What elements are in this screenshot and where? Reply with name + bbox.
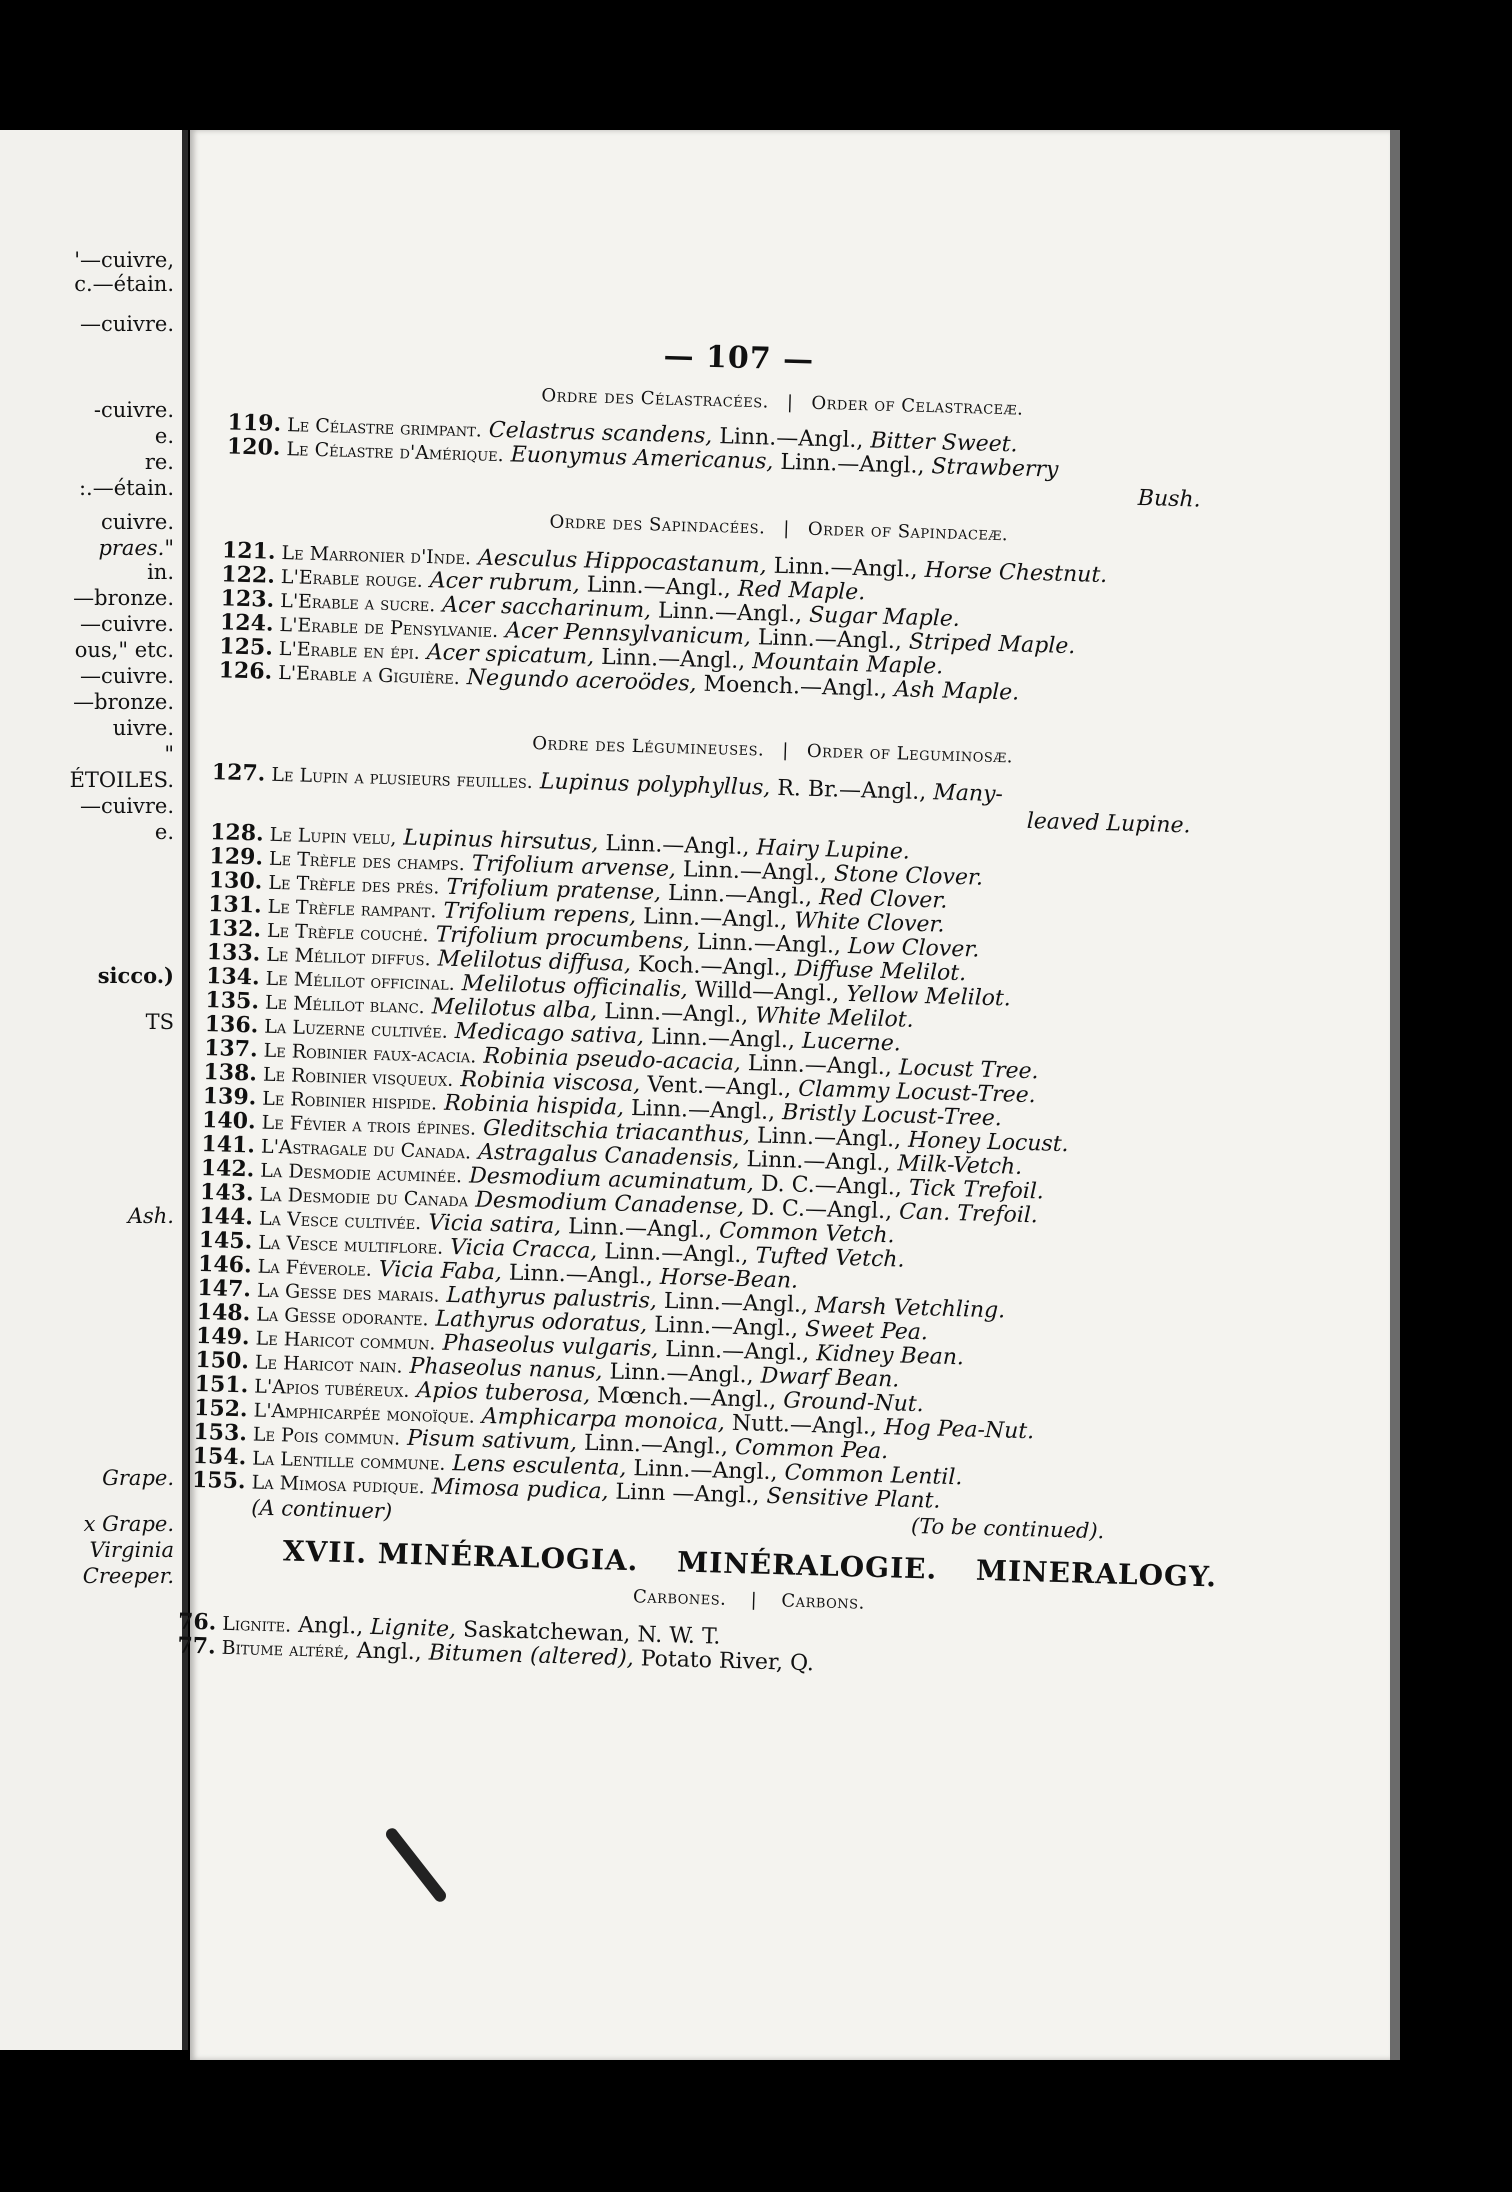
entry-number: 155. bbox=[191, 1466, 247, 1495]
latin-name: Robinia viscosa, bbox=[460, 1067, 641, 1098]
left-page-line: Creeper. bbox=[82, 1564, 174, 1588]
left-page-line: re. bbox=[144, 450, 174, 474]
left-page-line: e. bbox=[154, 424, 174, 448]
authority: Linn.—Angl., bbox=[780, 449, 925, 479]
entry-number: 130. bbox=[208, 867, 263, 895]
entry-number: 134. bbox=[205, 963, 261, 991]
section-separator: | bbox=[786, 392, 794, 414]
english-name: Honey Locust. bbox=[907, 1127, 1069, 1158]
french-name: Le Robinier faux-acacia. bbox=[263, 1039, 477, 1068]
authority: Vent.—Angl., bbox=[646, 1072, 792, 1102]
left-page-line: —cuivre. bbox=[79, 794, 174, 818]
latin-name: Melilotus alba, bbox=[431, 994, 598, 1024]
authority: Linn.—Angl., bbox=[718, 424, 864, 454]
french-name: L'Erable a Giguière. bbox=[277, 661, 461, 689]
authority: Linn.—Angl., bbox=[508, 1260, 654, 1290]
latin-name: Amphicarpa monoica, bbox=[481, 1403, 726, 1436]
english-name: Yellow Melilot. bbox=[846, 981, 1012, 1012]
latin-name: Robinia hispida, bbox=[443, 1090, 625, 1121]
authority: Linn.—Angl., bbox=[583, 1430, 729, 1460]
left-page-line: Virginia bbox=[89, 1538, 174, 1562]
authority: Linn.—Angl., bbox=[667, 880, 813, 910]
authority: Linn.—Angl., bbox=[567, 1214, 713, 1244]
english-name: Many- bbox=[932, 780, 1004, 808]
english-name: Common Pea. bbox=[734, 1434, 889, 1465]
french-name: Le Célastre grimpant. bbox=[286, 414, 483, 442]
left-page-line: —bronze. bbox=[73, 586, 174, 610]
entry-number: 146. bbox=[197, 1250, 253, 1279]
english-name: Hairy Lupine. bbox=[756, 835, 911, 865]
latin-name: Vicia Faba, bbox=[378, 1256, 503, 1286]
latin-name: Trifolium arvense, bbox=[471, 851, 677, 883]
entry-number: 142. bbox=[200, 1154, 255, 1183]
english-name: White Clover. bbox=[793, 908, 945, 938]
entry-number: 152. bbox=[193, 1394, 249, 1423]
french-name: La Gesse des marais. bbox=[256, 1279, 440, 1307]
section-title-fr: Ordre des Légumineuses. bbox=[531, 733, 765, 761]
french-name: La Mimosa pudique. bbox=[251, 1471, 425, 1499]
authority: Willd—Angl., bbox=[694, 977, 840, 1007]
entry-number: 143. bbox=[199, 1178, 255, 1207]
english-name: Dwarf Bean. bbox=[760, 1363, 900, 1393]
authority: Linn.—Angl., bbox=[746, 1147, 891, 1177]
english-name: Horse-Bean. bbox=[659, 1264, 799, 1294]
latin-name: Apios tuberosa, bbox=[416, 1378, 591, 1408]
section-separator: | bbox=[781, 740, 790, 762]
english-name: Common Vetch. bbox=[718, 1218, 895, 1249]
carbon-section-en: Carbons. bbox=[781, 1590, 866, 1614]
authority: Linn.—Angl., bbox=[650, 1024, 796, 1054]
french-name: La Desmodie acuminée. bbox=[260, 1159, 463, 1188]
entry-number: 121. bbox=[221, 537, 276, 565]
french-name: Bitume altéré, bbox=[221, 1636, 350, 1663]
authority: Linn.—Angl., bbox=[682, 857, 828, 887]
entry-number: 139. bbox=[202, 1082, 257, 1111]
latin-name: Trifolium repens, bbox=[443, 898, 637, 930]
english-name: Diffuse Melilot. bbox=[794, 956, 967, 987]
french-name: Le Haricot nain. bbox=[254, 1351, 403, 1378]
english-name: Locust Tree. bbox=[898, 1055, 1039, 1085]
entry-number: 137. bbox=[203, 1035, 259, 1063]
latin-name: Desmodium Canadense, bbox=[474, 1187, 745, 1221]
english-name: Clammy Locust-Tree. bbox=[797, 1076, 1037, 1109]
authority: Linn.—Angl., bbox=[653, 1312, 799, 1342]
part-title-fr2: MINÉRALOGIE. bbox=[676, 1545, 938, 1586]
left-page-line: praes." bbox=[98, 536, 174, 560]
entry-number: 153. bbox=[193, 1418, 248, 1447]
french-name: Lignite. bbox=[222, 1612, 292, 1637]
french-name: La Luzerne cultivée. bbox=[264, 1015, 449, 1043]
latin-name: Vicia Cracca, bbox=[449, 1234, 598, 1265]
section-title-en: Order of Leguminosæ. bbox=[806, 740, 1014, 768]
language-label: Angl., bbox=[356, 1638, 423, 1666]
latin-name: Phaseolus vulgaris, bbox=[442, 1330, 659, 1362]
french-name: L'Apios tubéreux. bbox=[253, 1375, 410, 1402]
authority: Linn.—Angl., bbox=[605, 831, 750, 861]
french-name: La Vesce multiflore. bbox=[258, 1231, 444, 1259]
french-name: Le Mélilot diffus. bbox=[266, 943, 431, 971]
latin-name: Euonymus Americanus, bbox=[510, 442, 774, 475]
left-page-line: TS bbox=[145, 1010, 174, 1034]
authority: Linn.—Angl., bbox=[757, 625, 903, 655]
english-name: Common Lentil. bbox=[784, 1460, 963, 1491]
entry-number: 148. bbox=[196, 1298, 251, 1327]
french-name: Le Haricot commun. bbox=[255, 1327, 436, 1355]
left-page-line: cuivre. bbox=[100, 510, 174, 534]
french-name: La Desmodie du Canada bbox=[259, 1183, 469, 1212]
left-page-line: :.—étain. bbox=[78, 476, 174, 500]
french-name: La Vesce cultivée. bbox=[258, 1207, 422, 1235]
left-page-line: —cuivre. bbox=[79, 312, 174, 336]
left-page-line: '—cuivre, bbox=[74, 248, 174, 272]
french-name: Le Trèfle des prés. bbox=[268, 871, 440, 899]
latin-name: Acer Pennsylvanicum, bbox=[504, 618, 752, 651]
english-name: Bitter Sweet. bbox=[870, 428, 1018, 458]
english-name: Bitumen (altered), bbox=[428, 1640, 635, 1672]
authority: Linn.—Angl., bbox=[657, 598, 803, 628]
latin-name: Lupinus polyphyllus, bbox=[539, 769, 771, 801]
english-name: Striped Maple. bbox=[908, 629, 1076, 660]
french-name: L'Astragale du Canada. bbox=[260, 1135, 472, 1164]
english-name: Horse Chestnut. bbox=[924, 557, 1108, 589]
entry-number: 127. bbox=[211, 759, 266, 787]
entry-number: 120. bbox=[226, 433, 281, 461]
part-title-fr1: XVII. MINÉRALOGIA. bbox=[282, 1534, 639, 1578]
section-separator: | bbox=[750, 1589, 758, 1611]
language-label: Angl., bbox=[297, 1612, 364, 1640]
entry-number: 132. bbox=[207, 915, 262, 943]
french-name: L'Erable de Pensylvanie. bbox=[279, 613, 499, 643]
locality: Potato River, Q. bbox=[640, 1646, 815, 1677]
entry-number: 123. bbox=[220, 585, 275, 613]
english-name: Kidney Bean. bbox=[815, 1341, 965, 1371]
latin-name: Vicia satira, bbox=[427, 1210, 562, 1240]
entry-number: 145. bbox=[198, 1226, 253, 1255]
french-name: Le Mélilot blanc. bbox=[264, 991, 426, 1019]
french-name: Le Trèfle couché. bbox=[266, 919, 429, 947]
locality: Saskatchewan, N. W. T. bbox=[462, 1617, 721, 1650]
authority: Linn.—Angl., bbox=[663, 1288, 809, 1318]
entry-number: 144. bbox=[199, 1202, 254, 1231]
entry-number: 150. bbox=[195, 1346, 250, 1375]
authority: Linn.—Angl., bbox=[609, 1359, 754, 1389]
authority: Linn.—Angl., bbox=[586, 572, 732, 602]
authority: Moench.—Angl., bbox=[703, 671, 888, 702]
left-page-line: ous," etc. bbox=[74, 638, 174, 662]
entry-number: 125. bbox=[218, 633, 274, 661]
authority: Linn.—Angl., bbox=[664, 1336, 810, 1367]
entry-number: 138. bbox=[203, 1058, 258, 1087]
english-name-continuation: leaved Lupine. bbox=[1026, 808, 1191, 839]
entry-number: 77. bbox=[177, 1632, 217, 1660]
left-page-line: " bbox=[164, 742, 174, 766]
english-name: Mountain Maple. bbox=[751, 649, 944, 680]
authority: Nutt.—Angl., bbox=[731, 1410, 878, 1440]
french-name: Le Trèfle rampant. bbox=[267, 895, 437, 923]
entry-number: 124. bbox=[219, 609, 274, 637]
latin-name: Medicago sativa, bbox=[454, 1018, 645, 1050]
section-title-en: Order of Celastraceæ. bbox=[811, 392, 1024, 420]
latin-name: Pisum sativum, bbox=[406, 1425, 578, 1456]
english-name: Red Maple. bbox=[737, 576, 866, 606]
entry-number: 135. bbox=[205, 987, 260, 1015]
english-name: Sensitive Plant. bbox=[766, 1483, 941, 1514]
latin-name: Melilotus officinalis, bbox=[461, 971, 689, 1003]
authority: Mœnch.—Angl., bbox=[596, 1383, 777, 1414]
authority: Koch.—Angl., bbox=[637, 952, 789, 982]
french-name: La Gesse odorante. bbox=[256, 1303, 429, 1331]
latin-name: Trifolium pratense, bbox=[446, 874, 662, 906]
french-name: La Lentille commune. bbox=[251, 1447, 446, 1475]
authority: R. Br.—Angl., bbox=[776, 775, 927, 806]
english-name: Marsh Vetchling. bbox=[814, 1293, 1006, 1324]
entry-number: 76. bbox=[177, 1608, 217, 1636]
english-name-continuation: Bush. bbox=[1137, 485, 1201, 513]
latin-name: Trifolium procumbens, bbox=[435, 922, 691, 955]
french-name: Le Robinier visqueux. bbox=[262, 1063, 454, 1091]
entry-number: 122. bbox=[221, 561, 276, 589]
authority: Linn.—Angl., bbox=[696, 929, 842, 959]
latin-name: Acer spicatum, bbox=[426, 640, 595, 670]
french-name: L'Amphicarpée monoïque. bbox=[253, 1399, 476, 1428]
authority: Linn.—Angl., bbox=[747, 1051, 893, 1081]
english-name: Bristly Locust-Tree. bbox=[781, 1100, 1003, 1132]
right-page bbox=[177, 130, 1400, 2060]
french-name: Le Lupin a plusieurs feuilles. bbox=[271, 763, 534, 794]
entry-line bbox=[211, 760, 1003, 807]
french-name: Le Pois commun. bbox=[252, 1423, 401, 1450]
latin-name: Acer saccharinum, bbox=[442, 592, 652, 624]
left-page-line: uivre. bbox=[112, 716, 174, 740]
left-page-line: Grape. bbox=[102, 1466, 174, 1490]
latin-name: Robinia pseudo-acacia, bbox=[483, 1043, 742, 1076]
section-separator: | bbox=[783, 517, 791, 540]
latin-name: Lupinus hirsutus, bbox=[403, 825, 599, 856]
authority: Linn.—Angl., bbox=[773, 553, 919, 583]
entry-number: 129. bbox=[209, 843, 264, 871]
english-name: Ground-Nut. bbox=[782, 1388, 925, 1418]
french-name: L'Erable a sucre. bbox=[279, 589, 436, 617]
authority: Linn.—Angl., bbox=[604, 1239, 749, 1269]
french-name: Le Févier a trois épines. bbox=[261, 1111, 477, 1140]
authority: Linn.—Angl., bbox=[603, 999, 749, 1029]
english-name: Can. Trefoil. bbox=[898, 1199, 1039, 1229]
authority: Linn.—Angl., bbox=[642, 904, 788, 934]
latin-name: Acer rubrum, bbox=[429, 568, 581, 598]
english-name: Sweet Pea. bbox=[804, 1316, 929, 1346]
left-page-line: in. bbox=[147, 560, 174, 584]
french-name: Le Trèfle des champs. bbox=[268, 847, 466, 876]
authority: Linn.—Angl., bbox=[600, 644, 746, 674]
french-name: Le Lupin velu, bbox=[269, 823, 397, 850]
section-title-en: Order of Sapindaceæ. bbox=[807, 518, 1009, 546]
authority: D. C.—Angl., bbox=[750, 1195, 893, 1225]
latin-name: Negundo aceroödes, bbox=[466, 665, 697, 697]
continued-en: (To be continued). bbox=[910, 1513, 1105, 1544]
latin-name: Lathyrus odoratus, bbox=[435, 1306, 648, 1338]
entry-number: 128. bbox=[209, 819, 265, 847]
latin-name: Melilotus diffusa, bbox=[437, 946, 632, 977]
carbon-section-fr: Carbones. bbox=[632, 1586, 727, 1610]
french-name: L'Erable rouge. bbox=[280, 565, 424, 592]
left-page-line: Ash. bbox=[127, 1204, 174, 1228]
part-title-en: MINERALOGY. bbox=[975, 1553, 1218, 1594]
latin-name: Desmodium acuminatum, bbox=[468, 1163, 755, 1197]
latin-name: Lens esculenta, bbox=[452, 1451, 627, 1481]
latin-name: Mimosa pudica, bbox=[431, 1474, 609, 1505]
french-name: Le Célastre d'Amérique. bbox=[286, 438, 505, 467]
continued-fr: (A continuer) bbox=[250, 1495, 393, 1524]
entry-number: 133. bbox=[206, 939, 261, 967]
entry-number: 119. bbox=[227, 409, 282, 437]
english-name: Sugar Maple. bbox=[808, 602, 961, 632]
page-content bbox=[136, 113, 1389, 2076]
section-title-fr: Ordre des Sapindacées. bbox=[549, 511, 766, 539]
page-number: — 107 — bbox=[663, 338, 815, 378]
authority: Linn.—Angl., bbox=[756, 1123, 902, 1153]
left-page-line: e. bbox=[154, 820, 174, 844]
english-name: Tick Trefoil. bbox=[908, 1175, 1045, 1205]
english-name: Red Clover. bbox=[818, 885, 948, 914]
english-name: Strawberry bbox=[931, 454, 1059, 483]
english-name: Stone Clover. bbox=[833, 861, 984, 891]
left-page-line: —bronze. bbox=[73, 690, 174, 714]
latin-name: Celastrus scandens, bbox=[488, 417, 713, 449]
latin-name: Lathyrus palustris, bbox=[446, 1282, 658, 1314]
authority: Linn.—Angl., bbox=[633, 1456, 778, 1486]
entry-number: 151. bbox=[194, 1370, 249, 1399]
latin-name: Phaseolus nanus, bbox=[409, 1353, 603, 1385]
english-name: Ash Maple. bbox=[893, 677, 1020, 706]
left-page-line: -cuivre. bbox=[93, 398, 174, 422]
english-name: Hog Pea-Nut. bbox=[883, 1415, 1035, 1445]
english-name: White Melilot. bbox=[754, 1003, 915, 1033]
entry-number: 131. bbox=[207, 891, 263, 919]
french-name: Le Mélilot officinal. bbox=[265, 967, 456, 995]
entry-number: 147. bbox=[197, 1274, 252, 1303]
left-page-line: —cuivre. bbox=[79, 612, 174, 636]
latin-name: Gleditschia triacanthus, bbox=[482, 1115, 751, 1149]
french-name: Le Robinier hispide. bbox=[262, 1087, 438, 1115]
entry-number: 149. bbox=[195, 1322, 251, 1351]
english-name: Lucerne. bbox=[801, 1028, 902, 1057]
authority: Linn —Angl., bbox=[615, 1479, 760, 1509]
latin-name: Aesculus Hippocastanum, bbox=[477, 545, 767, 579]
entry-number: 126. bbox=[218, 657, 273, 685]
authority: D. C.—Angl., bbox=[760, 1171, 903, 1201]
french-name: La Féverole. bbox=[257, 1255, 373, 1281]
english-name: Lignite, bbox=[369, 1614, 457, 1643]
french-name: L'Erable en épi. bbox=[278, 637, 421, 664]
entry-number: 141. bbox=[201, 1130, 256, 1159]
left-page-line: c.—étain. bbox=[74, 272, 174, 296]
latin-name: Astragalus Canadensis, bbox=[477, 1139, 740, 1172]
left-page-line: x Grape. bbox=[83, 1512, 174, 1536]
left-page-line: ÉTOILES. bbox=[69, 768, 174, 792]
english-name: Milk-Vetch. bbox=[897, 1151, 1023, 1180]
french-name: Le Marronier d'Inde. bbox=[281, 541, 472, 570]
left-page-line: sicco.) bbox=[97, 963, 174, 988]
entry-number: 140. bbox=[201, 1106, 257, 1135]
section-title-fr: Ordre des Célastracées. bbox=[541, 385, 770, 413]
entry-number: 154. bbox=[192, 1442, 247, 1471]
authority: Linn.—Angl., bbox=[630, 1095, 776, 1125]
entry-number: 136. bbox=[204, 1011, 259, 1039]
left-page-line: —cuivre. bbox=[79, 664, 174, 688]
english-name: Tufted Vetch. bbox=[755, 1243, 905, 1273]
english-name: Low Clover. bbox=[847, 933, 980, 963]
